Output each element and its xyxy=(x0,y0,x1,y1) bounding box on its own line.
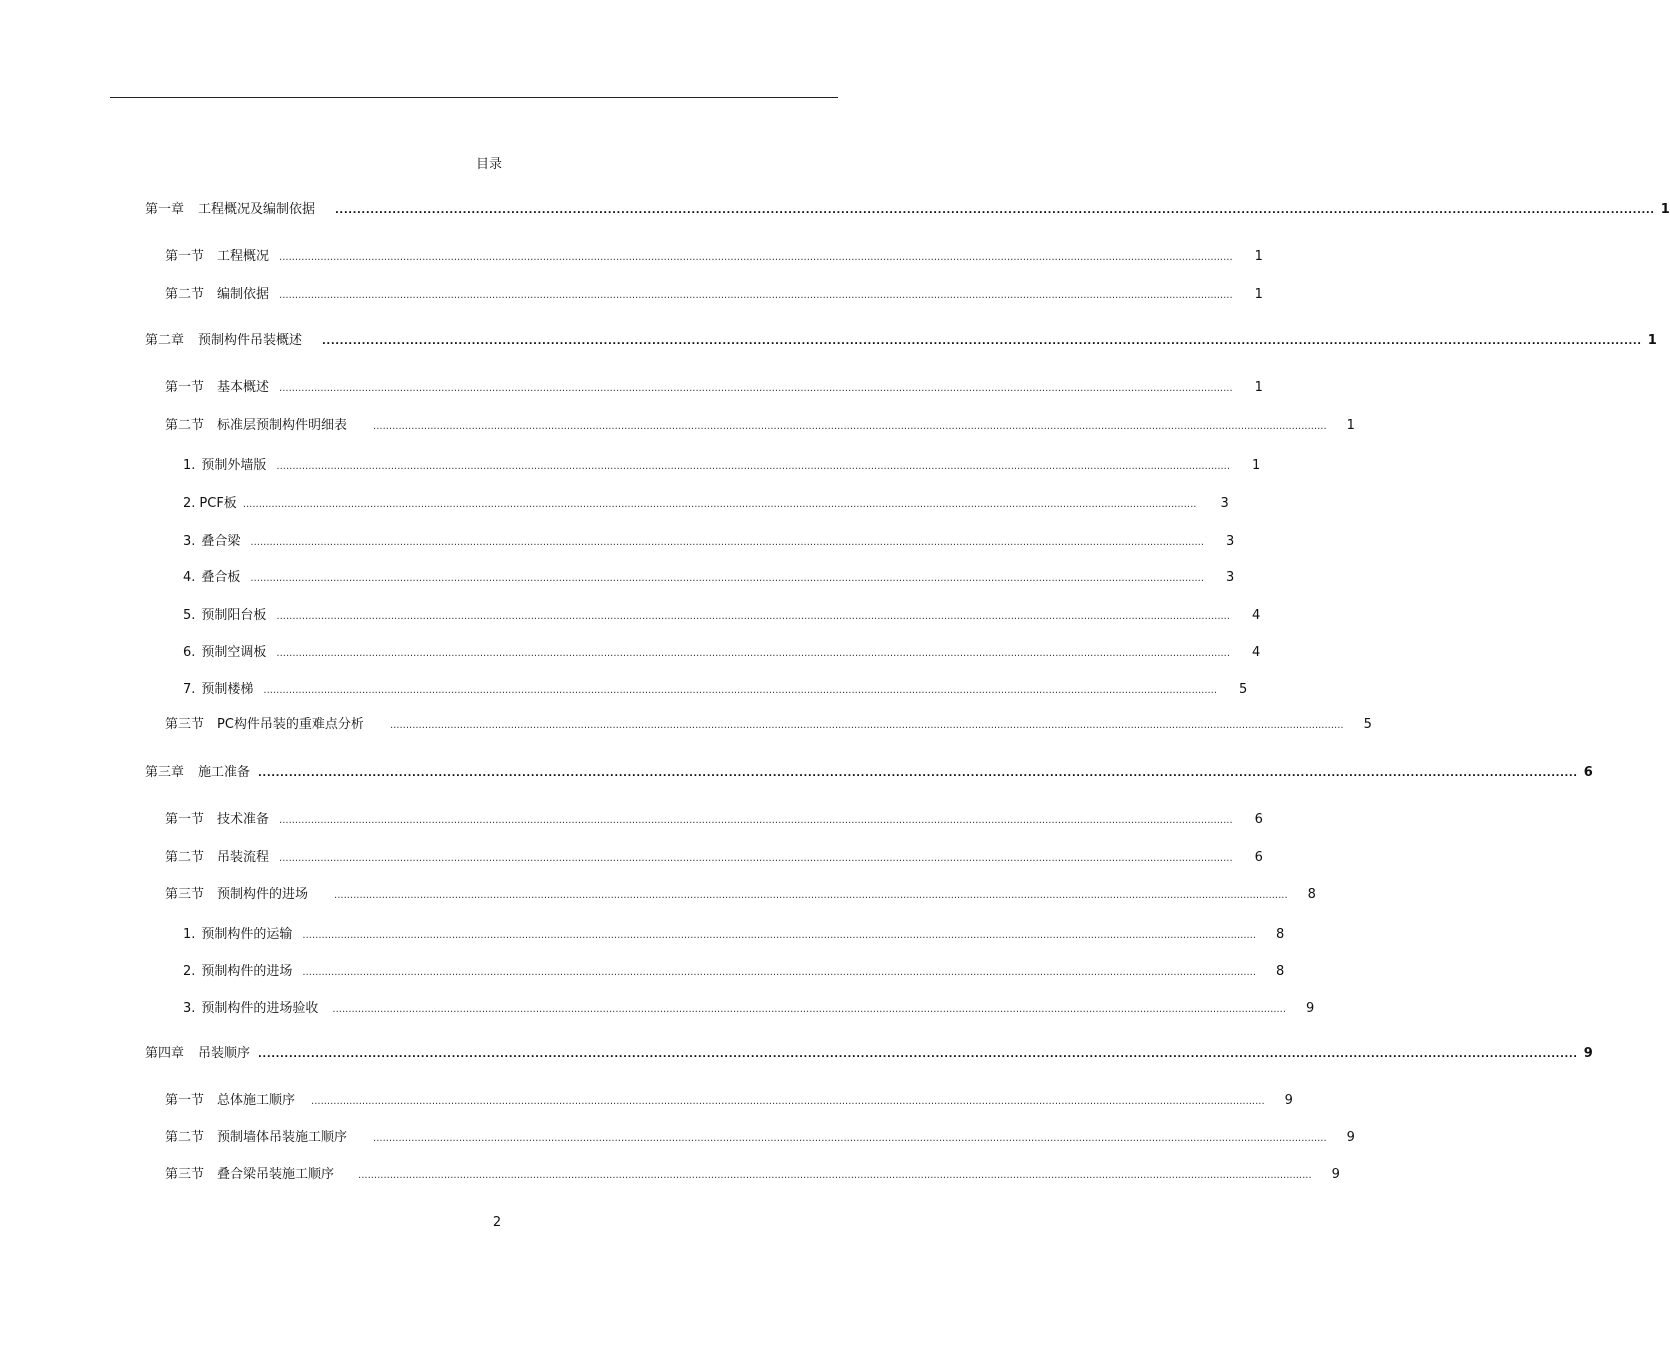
entry-page: 1 xyxy=(1647,333,1657,348)
page-number: 2 xyxy=(492,1215,502,1230)
entry-page: 3 xyxy=(1220,496,1229,511)
toc-entry-item-3-3-1[interactable] xyxy=(183,925,1285,945)
entry-number: 第二节 xyxy=(165,850,205,865)
dot-leader: ............................................................................................................................................................................................................................................................................................................ xyxy=(311,1096,1265,1107)
entry-page: 8 xyxy=(1307,887,1316,902)
toc-entry-item-2-2-5[interactable] xyxy=(183,606,1261,626)
entry-page: 6 xyxy=(1254,850,1263,865)
dot-leader: ............................................................................................................................................................................................................................................................................................................ xyxy=(263,685,1218,696)
entry-number: 第四章 xyxy=(145,1046,185,1061)
entry-title: 技术准备 xyxy=(217,812,270,827)
toc-entry-item-3-3-2[interactable] xyxy=(183,962,1285,982)
entry-number: 3. xyxy=(183,1001,196,1016)
entry-number: 第一节 xyxy=(165,1093,205,1108)
entry-page: 4 xyxy=(1252,645,1261,660)
entry-number: 第二节 xyxy=(165,287,205,302)
entry-number: 第一节 xyxy=(165,380,205,395)
toc-entry-chapter-3[interactable] xyxy=(145,763,1593,783)
entry-number: 1. xyxy=(183,458,196,473)
dot-leader: ............................................................................................................................................................................................................................................................................................................ xyxy=(358,1170,1312,1181)
dot-leader: ............................................................................................................................................................................................................................................................................................................ xyxy=(335,205,1655,216)
entry-title: 预制楼梯 xyxy=(201,682,254,697)
entry-number: 1. xyxy=(183,927,196,942)
entry-page: 8 xyxy=(1276,964,1285,979)
entry-number: 2. xyxy=(183,964,196,979)
toc-entry-section-2-1[interactable] xyxy=(165,378,1263,398)
entry-page: 1 xyxy=(1660,202,1670,217)
dot-leader: ............................................................................................................................................................................................................................................................................................................ xyxy=(276,461,1231,472)
entry-title: 预制空调板 xyxy=(201,645,267,660)
toc-entry-section-3-2[interactable] xyxy=(165,848,1263,868)
dot-leader: ............................................................................................................................................................................................................................................................................................................ xyxy=(250,573,1205,584)
entry-page: 4 xyxy=(1252,608,1261,623)
entry-page: 8 xyxy=(1276,927,1285,942)
entry-number: 7. xyxy=(183,682,196,697)
entry-number: 第二章 xyxy=(145,333,185,348)
dot-leader: ............................................................................................................................................................................................................................................................................................................ xyxy=(373,1133,1327,1144)
entry-page: 3 xyxy=(1226,534,1235,549)
entry-title: 预制外墙版 xyxy=(201,458,267,473)
entry-title: 预制构件吊装概述 xyxy=(198,333,303,348)
toc-entry-chapter-1[interactable] xyxy=(145,200,1670,220)
entry-title: 总体施工顺序 xyxy=(217,1093,296,1108)
entry-title: 吊装顺序 xyxy=(198,1046,251,1061)
toc-entry-section-1-1[interactable] xyxy=(165,247,1263,267)
header-rule xyxy=(110,97,838,98)
entry-title: 预制构件的进场 xyxy=(201,964,293,979)
entry-number: 第三节 xyxy=(165,887,205,902)
entry-number: 第一章 xyxy=(145,202,185,217)
entry-page: 1 xyxy=(1346,418,1355,433)
dot-leader: ............................................................................................................................................................................................................................................................................................................ xyxy=(334,890,1288,901)
toc-entry-section-3-1[interactable] xyxy=(165,810,1263,830)
dot-leader: ............................................................................................................................................................................................................................................................................................................ xyxy=(279,252,1233,263)
entry-title: 叠合梁吊装施工顺序 xyxy=(217,1167,335,1182)
dot-leader: ............................................................................................................................................................................................................................................................................................................ xyxy=(373,421,1327,432)
entry-title: PC构件吊装的重难点分析 xyxy=(217,717,364,732)
toc-entry-chapter-4[interactable] xyxy=(145,1044,1593,1064)
dot-leader: ............................................................................................................................................................................................................................................................................................................ xyxy=(302,930,1257,941)
entry-number: 第三章 xyxy=(145,765,185,780)
dot-leader: ............................................................................................................................................................................................................................................................................................................ xyxy=(276,648,1231,659)
dot-leader: ............................................................................................................................................................................................................................................................................................................ xyxy=(389,720,1344,731)
entry-title: 叠合板 xyxy=(201,570,241,585)
entry-number: 3. xyxy=(183,534,196,549)
toc-entry-section-2-2[interactable] xyxy=(165,416,1355,436)
entry-page: 1 xyxy=(1252,458,1261,473)
entry-title: 预制构件的运输 xyxy=(201,927,293,942)
toc-title: 目录 xyxy=(475,157,502,172)
entry-title: PCF板 xyxy=(199,496,237,511)
entry-title: 预制构件的进场 xyxy=(217,887,309,902)
entry-number: 第二节 xyxy=(165,1130,205,1145)
entry-title: 吊装流程 xyxy=(217,850,270,865)
dot-leader: ............................................................................................................................................................................................................................................................................................................ xyxy=(302,967,1257,978)
entry-page: 9 xyxy=(1331,1167,1340,1182)
entry-title: 预制阳台板 xyxy=(201,608,267,623)
entry-page: 9 xyxy=(1306,1001,1315,1016)
entry-number: 4. xyxy=(183,570,196,585)
toc-entry-section-4-1[interactable] xyxy=(165,1091,1293,1111)
toc-entry-item-2-2-4[interactable] xyxy=(183,568,1235,588)
entry-title: 标准层预制构件明细表 xyxy=(217,418,348,433)
entry-number: 第三节 xyxy=(165,1167,205,1182)
entry-title: 编制依据 xyxy=(217,287,270,302)
entry-page: 3 xyxy=(1226,570,1235,585)
entry-number: 6. xyxy=(183,645,196,660)
dot-leader: ............................................................................................................................................................................................................................................................................................................ xyxy=(279,853,1233,864)
entry-title: 叠合梁 xyxy=(201,534,241,549)
entry-page: 1 xyxy=(1254,249,1263,264)
toc-entry-item-2-2-3[interactable] xyxy=(183,532,1235,552)
toc-entry-section-4-3[interactable] xyxy=(165,1165,1340,1185)
entry-page: 5 xyxy=(1239,682,1248,697)
dot-leader: ............................................................................................................................................................................................................................................................................................................ xyxy=(279,383,1233,394)
entry-title: 预制构件的进场验收 xyxy=(201,1001,319,1016)
dot-leader: ............................................................................................................................................................................................................................................................................................................ xyxy=(258,768,1578,779)
entry-title: 施工准备 xyxy=(198,765,251,780)
entry-page: 1 xyxy=(1254,380,1263,395)
entry-page: 9 xyxy=(1284,1093,1293,1108)
dot-leader: ............................................................................................................................................................................................................................................................................................................ xyxy=(279,290,1233,301)
entry-title: 基本概述 xyxy=(217,380,270,395)
dot-leader: ............................................................................................................................................................................................................................................................................................................ xyxy=(242,499,1197,510)
entry-page: 9 xyxy=(1346,1130,1355,1145)
toc-entry-item-2-2-7[interactable] xyxy=(183,680,1248,700)
toc-entry-item-2-2-1[interactable] xyxy=(183,456,1261,476)
dot-leader: ............................................................................................................................................................................................................................................................................................................ xyxy=(322,336,1642,347)
entry-title: 工程概况及编制依据 xyxy=(198,202,316,217)
dot-leader: ............................................................................................................................................................................................................................................................................................................ xyxy=(332,1004,1287,1015)
dot-leader: ............................................................................................................................................................................................................................................................................................................ xyxy=(258,1049,1578,1060)
toc-entry-section-2-3[interactable] xyxy=(165,715,1372,735)
toc-entry-item-2-2-2[interactable] xyxy=(183,494,1229,514)
toc-entry-section-3-3[interactable] xyxy=(165,885,1316,905)
toc-entry-item-2-2-6[interactable] xyxy=(183,643,1261,663)
toc-entry-chapter-2[interactable] xyxy=(145,331,1657,351)
entry-page: 9 xyxy=(1583,1046,1593,1061)
dot-leader: ............................................................................................................................................................................................................................................................................................................ xyxy=(276,611,1231,622)
entry-number: 2. xyxy=(183,496,196,511)
toc-entry-section-4-2[interactable] xyxy=(165,1128,1355,1148)
entry-number: 第三节 xyxy=(165,717,205,732)
entry-page: 6 xyxy=(1254,812,1263,827)
entry-title: 工程概况 xyxy=(217,249,270,264)
entry-number: 第二节 xyxy=(165,418,205,433)
entry-page: 6 xyxy=(1583,765,1593,780)
dot-leader: ............................................................................................................................................................................................................................................................................................................ xyxy=(279,815,1233,826)
entry-number: 第一节 xyxy=(165,249,205,264)
entry-title: 预制墙体吊装施工顺序 xyxy=(217,1130,348,1145)
toc-entry-section-1-2[interactable] xyxy=(165,285,1263,305)
entry-number: 第一节 xyxy=(165,812,205,827)
dot-leader: ............................................................................................................................................................................................................................................................................................................ xyxy=(250,537,1205,548)
entry-number: 5. xyxy=(183,608,196,623)
entry-page: 5 xyxy=(1363,717,1372,732)
toc-entry-item-3-3-3[interactable] xyxy=(183,999,1315,1019)
entry-page: 1 xyxy=(1254,287,1263,302)
